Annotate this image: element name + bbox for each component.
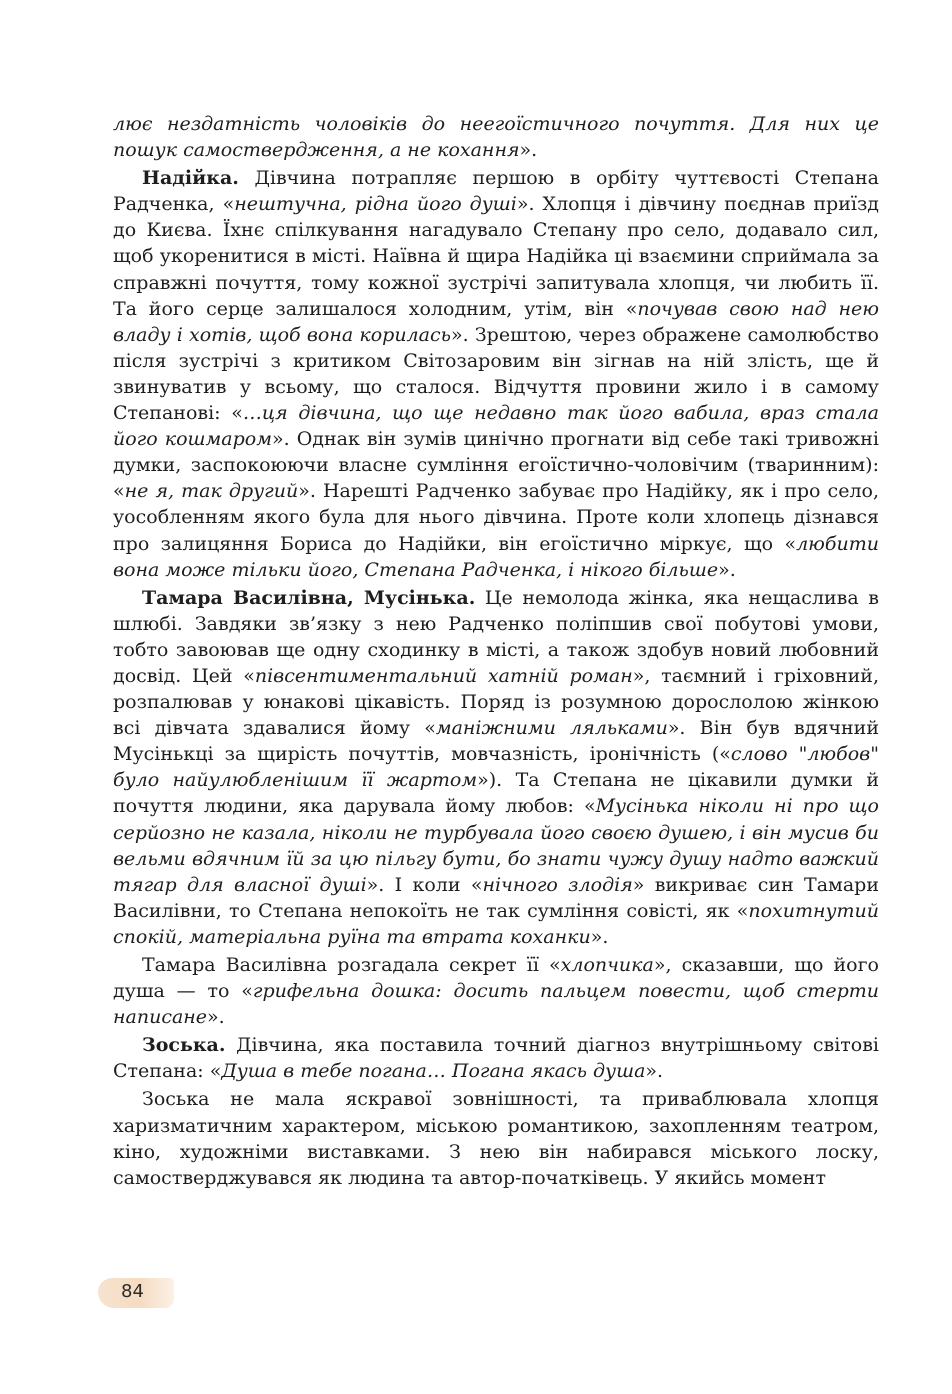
quote-text: почував свою над нею владу і хотів, щоб вона корилась <box>113 297 879 346</box>
quote-text: нічного злодія <box>482 873 633 896</box>
section-heading: Тамара Василівна, Мусінька. <box>142 586 476 609</box>
body-text: »). Та Степана не цікавили думки й почуття людини, яка дарувала йому любов: « <box>113 769 880 818</box>
quote-text: лює нездатність чоловіків до неегоїстичного почуття. Для них це пошук самоствердження, а не кохання <box>113 113 879 162</box>
body-text: Дівчина, яка поставила точний діагноз внутрішньому світові Степана: « <box>113 1034 879 1083</box>
body-text: ». <box>207 1006 225 1029</box>
paragraph <box>113 1086 879 1190</box>
quote-text: маніжними ляльками <box>435 717 668 740</box>
quote-text: Душа в тебе погана… Погана якась душа <box>221 1060 646 1083</box>
quote-text: Мусінька ніколи ні про що серйозно не казала, ніколи не турбувала його своєю душею, і він мусив би вельми вдячним їй за цю пільгу бути, бо знати чужу душу надто важкий тягар для власної душі <box>113 795 879 896</box>
body-text: ». Зрештою, через ображене самолюбство після зустрічі з критиком Світозаровим він зігнав на ній злість, ще й звинуватив у всьому, що сталося. Відчуття провини жило і в самому Степанові: « <box>113 323 879 425</box>
quote-text: не я, так другий <box>124 480 299 503</box>
quote-text: грифельна дошка: досить пальцем повести, щоб стерти написане <box>113 980 879 1029</box>
quote-text: …ця дівчина, що ще недавно так його вабила, враз стала його кошмаром <box>113 402 879 451</box>
body-text: Це немолода жінка, яка нещаслива в шлюбі. Завдяки зв’язку з нею Радченко поліпшив свої побутові умови, тобто завоював ще одну сходинку в місті, а також здобув новий любовний досвід. Цей « <box>113 586 879 687</box>
section-heading: Надійка. <box>142 167 239 190</box>
quote-text: нештучна, рідна його душі <box>234 193 517 216</box>
page-number-badge <box>98 1278 174 1308</box>
paragraph <box>113 585 879 950</box>
body-text: ». <box>519 139 538 162</box>
quote-text: любити вона може тільки його, Степана Радченка, і нікого більше <box>113 532 879 581</box>
body-text: ». <box>590 925 609 948</box>
quote-text: півсентиментальний хатній роман <box>254 664 633 687</box>
quote-text: похитнутий спокій, матеріальна руїна та втрата коханки <box>113 899 879 948</box>
body-text: ». Нарешті Радченко забуває про Надійку, як і про село, уособленням якого була для нього дівчина. Проте коли хлопець дізнався про залицяння Бориса до Надійки, він егоїстично міркує, що « <box>113 480 879 555</box>
body-text: ». <box>645 1060 664 1083</box>
body-text: ». <box>718 558 736 581</box>
body-text: ». Він був вдячний Мусінькці за щирість почуттів, мовчазність, іронічність (« <box>113 717 879 766</box>
paragraph <box>113 165 879 583</box>
body-text: Дівчина потрапляє першою в орбіту чуттєвості Степана Радченка, « <box>113 167 879 216</box>
body-text: » викриває син Тамари Василівни, то Степана непокоїть не так сумління совісті, як « <box>113 873 879 922</box>
body-text: ». І коли « <box>366 873 483 896</box>
body-text: », таємний і гріховний, розпалював у юнакові цікавість. Поряд із розумною дорослолою жінкою всі дівчата здавалися йому « <box>113 664 879 740</box>
quote-text: хлопчика <box>560 954 654 976</box>
paragraph <box>113 111 879 163</box>
section-heading: Зоська. <box>142 1034 226 1057</box>
body-text: ». Однак він зумів цинічно прогнати від себе такі тривожні думки, заспокоюючи власне сумління егоїстично-чоловічим (тваринним): « <box>113 428 880 503</box>
page-body <box>113 111 879 1193</box>
body-text: Зоська не мала яскравої зовнішності, та приваблювала хлопця харизматичним характером, міською романтикою, захопленням театром, кіно, художніми виставками. З нею він набирався міського лоску, самостверджувався як людина та автор-початківець. У якийсь момент <box>113 1088 879 1189</box>
paragraph <box>113 952 879 1030</box>
page-number: 84 <box>121 1281 144 1302</box>
paragraph <box>113 1032 879 1084</box>
body-text: », сказавши, що його душа — то « <box>113 954 879 1003</box>
quote-text: слово "любов" було найулюбленішим її жартом <box>113 743 879 792</box>
body-text: ». Хлопця і дівчину поєднав приїзд до Києва. Їхнє спілкування нагадувало Степану про село, додавало сил, щоб укоренитися в місті. Наївна й щира Надійка ці взаємини сприймала за справжні почуття, тому кожної зустрічі запитувала хлопця, чи любить її. Та його серце залишалося холодним, утім, він « <box>113 193 880 320</box>
body-text: Тамара Василівна розгадала секрет її « <box>142 954 561 976</box>
